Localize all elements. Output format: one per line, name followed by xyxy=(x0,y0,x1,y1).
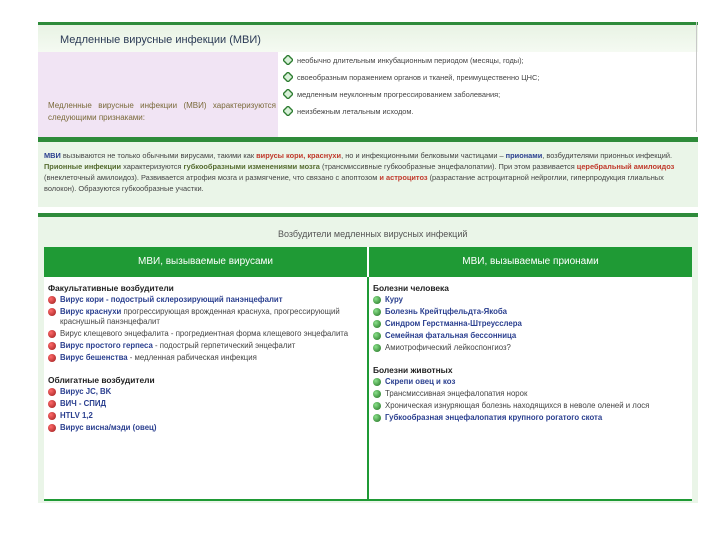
text-run: вызываются не только обычными вирусами, такими как xyxy=(60,151,257,160)
group-title: Болезни человека xyxy=(373,283,449,293)
table-body xyxy=(44,277,692,501)
column-header-viruses: МВИ, вызываемые вирусами xyxy=(44,247,369,277)
item-name: Скрепи овец и коз xyxy=(385,377,456,386)
item-name: Вирус висна/мэди (овец) xyxy=(60,423,157,432)
list-item xyxy=(373,295,688,305)
group-title: Болезни животных xyxy=(373,365,453,375)
sign-item xyxy=(283,90,695,107)
column-viruses xyxy=(44,277,369,499)
signs-list xyxy=(283,56,695,124)
diamond-bullet-icon xyxy=(283,89,293,99)
text-astrocytosis: и астроцитоз xyxy=(379,173,428,182)
text-amyloidosis: церебральный амилоидоз xyxy=(576,162,675,171)
item-name: Куру xyxy=(385,295,403,304)
sign-text: медленным неуклонным прогрессированием заболевания; xyxy=(297,90,501,99)
item-name: HTLV 1,2 xyxy=(60,411,93,420)
list-item xyxy=(373,319,688,329)
sign-text: своеобразным поражением органов и тканей, преимущественно ЦНС; xyxy=(297,73,540,82)
red-bullet-icon xyxy=(48,354,56,362)
list-item xyxy=(373,343,688,353)
text-viruses: вирусы кори, краснухи xyxy=(256,151,342,160)
text-mvi: МВИ xyxy=(44,151,61,160)
item-note: прогрессирующая врожденная краснуха, прогрессирующий краснушный панэнцефалит xyxy=(60,307,340,326)
list-item xyxy=(48,295,363,305)
green-bullet-icon xyxy=(373,320,381,328)
definition-section xyxy=(38,22,698,130)
text-run: , но и инфекционными белковыми частицами – xyxy=(341,151,506,160)
causes-title: Возбудители медленных вирусных инфекций xyxy=(278,229,468,239)
sign-item xyxy=(283,73,695,90)
green-bullet-icon xyxy=(373,390,381,398)
green-bullet-icon xyxy=(373,402,381,410)
text-run: (внеклеточный амилоидоз). Развивается атрофия мозга и размягчение, что связано с апоптозом xyxy=(44,173,380,182)
list-item xyxy=(48,307,363,327)
spacer xyxy=(373,355,688,365)
diamond-bullet-icon xyxy=(283,106,293,116)
list-item xyxy=(48,423,363,433)
page-title: Медленные вирусные инфекции (МВИ) xyxy=(60,34,261,46)
item-name: Синдром Герстманна-Штреусслера xyxy=(385,319,522,328)
red-bullet-icon xyxy=(48,308,56,316)
item-note: Амиотрофический лейкоспонгиоз? xyxy=(385,343,511,352)
description-section xyxy=(38,137,698,207)
item-name: Вирус простого герпеса xyxy=(60,341,153,350)
divider xyxy=(696,22,697,132)
red-bullet-icon xyxy=(48,342,56,350)
list-item xyxy=(48,353,363,363)
list-item xyxy=(48,341,363,351)
text-run: характеризуются xyxy=(121,162,184,171)
description-paragraph xyxy=(44,150,696,194)
group-title: Факультативные возбудители xyxy=(48,283,174,293)
red-bullet-icon xyxy=(48,400,56,408)
item-name: Вирус бешенства xyxy=(60,353,128,362)
spacer xyxy=(48,365,363,375)
list-item xyxy=(373,377,688,387)
text-prions: прионами xyxy=(505,151,543,160)
item-name: Губкообразная энцефалопатия крупного рогатого скота xyxy=(385,413,603,422)
item-name: Вирус JC, BK xyxy=(60,387,112,396)
item-name: ВИЧ - СПИД xyxy=(60,399,107,408)
green-bullet-icon xyxy=(373,296,381,304)
sign-text: неизбежным летальным исходом. xyxy=(297,107,414,116)
item-note: - подострый герпетический энцефалит xyxy=(152,341,296,350)
item-name: Болезнь Крейтцфельдта-Якоба xyxy=(385,307,507,316)
text-run: (разрастание астроцитарной нейроглии, гиперпродукция глиальных волокон). Образуются губкообразные участки. xyxy=(44,173,664,193)
green-bullet-icon xyxy=(373,378,381,386)
definition-text: Медленные вирусные инфекции (МВИ) характеризуются следующими признаками: xyxy=(48,101,276,122)
sign-item xyxy=(283,56,695,73)
list-item xyxy=(373,413,688,423)
text-run: (трансмиссивные губкообразные энцефалопатии). При этом развивается xyxy=(319,162,577,171)
red-bullet-icon xyxy=(48,296,56,304)
red-bullet-icon xyxy=(48,412,56,420)
text-prion-infections: Прионные инфекции xyxy=(44,162,122,171)
red-bullet-icon xyxy=(48,330,56,338)
sign-text: необычно длительным инкубационным периодом (месяцы, годы); xyxy=(297,56,524,65)
green-bullet-icon xyxy=(373,332,381,340)
green-bullet-icon xyxy=(373,414,381,422)
item-name: Семейная фатальная бессонница xyxy=(385,331,517,340)
causes-section xyxy=(38,213,698,503)
diamond-bullet-icon xyxy=(283,55,293,65)
header-strip xyxy=(38,22,698,52)
list-item xyxy=(48,399,363,409)
sign-item xyxy=(283,107,695,124)
column-header-prions: МВИ, вызываемые прионами xyxy=(462,256,599,267)
list-item xyxy=(373,307,688,317)
red-bullet-icon xyxy=(48,424,56,432)
text-spongiform: губкообразными изменениями мозга xyxy=(183,162,320,171)
red-bullet-icon xyxy=(48,388,56,396)
column-prions xyxy=(369,277,692,499)
item-name: Вирус краснухи xyxy=(60,307,122,316)
diamond-bullet-icon xyxy=(283,72,293,82)
list-item xyxy=(373,389,688,399)
list-item xyxy=(48,411,363,421)
item-note: - медленная рабическая инфекция xyxy=(127,353,257,362)
list-item xyxy=(48,329,363,339)
text-run: , возбудителями прионных инфекций. xyxy=(542,151,673,160)
list-item xyxy=(373,401,688,411)
item-note: Трансмиссивная энцефалопатия норок xyxy=(385,389,528,398)
item-note: Вирус клещевого энцефалита - прогредиентная форма клещевого энцефалита xyxy=(60,329,349,338)
item-note: Хроническая изнуряющая болезнь находящихся в неволе оленей и лося xyxy=(385,401,650,410)
green-bullet-icon xyxy=(373,344,381,352)
list-item xyxy=(48,387,363,397)
green-bullet-icon xyxy=(373,308,381,316)
item-name: Вирус кори - подострый склерозирующий панэнцефалит xyxy=(60,295,283,304)
table-header xyxy=(44,247,692,277)
group-title: Облигатные возбудители xyxy=(48,375,155,385)
list-item xyxy=(373,331,688,341)
